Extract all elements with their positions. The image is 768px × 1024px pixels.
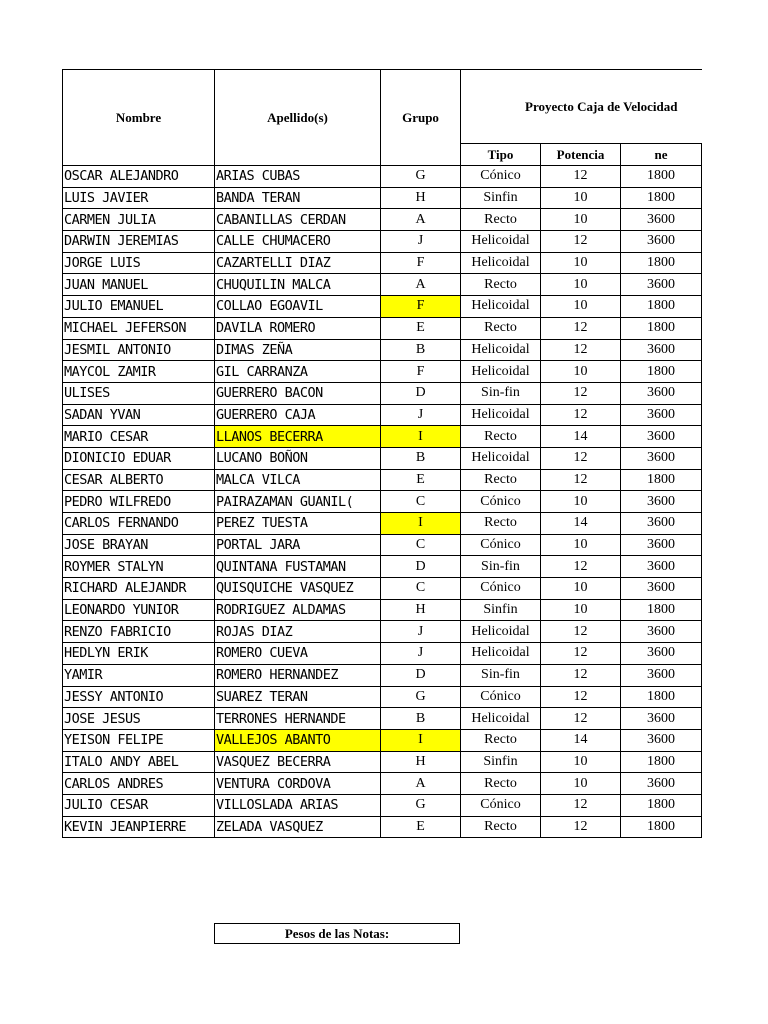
cell-ne[interactable]: 3600	[621, 621, 702, 643]
table-row	[63, 491, 702, 513]
cell-apellidos[interactable]: ROMERO CUEVA	[215, 643, 381, 665]
cell-ne[interactable]: 3600	[621, 556, 702, 578]
table-body	[63, 166, 702, 838]
table-row	[63, 187, 702, 209]
cell-grupo[interactable]: B	[381, 339, 461, 361]
table-row	[63, 296, 702, 318]
cell-ne[interactable]: 3600	[621, 231, 702, 253]
table-row	[63, 513, 702, 535]
cell-grupo[interactable]: F	[381, 296, 461, 318]
header-potencia[interactable]: Potencia	[541, 144, 621, 166]
cell-tipo[interactable]: Sinfin	[461, 187, 541, 209]
cell-grupo[interactable]: H	[381, 599, 461, 621]
header-grupo[interactable]: Grupo	[381, 70, 461, 166]
cell-tipo[interactable]: Sin-fin	[461, 664, 541, 686]
table-row	[63, 534, 702, 556]
table-row	[63, 664, 702, 686]
cell-grupo[interactable]: H	[381, 751, 461, 773]
cell-grupo[interactable]: F	[381, 252, 461, 274]
cell-ne[interactable]: 3600	[621, 491, 702, 513]
cell-ne[interactable]: 3600	[621, 274, 702, 296]
cell-ne[interactable]: 1800	[621, 252, 702, 274]
cell-apellidos[interactable]: LUCANO BOÑON	[215, 447, 381, 469]
table-row	[63, 209, 702, 231]
cell-grupo[interactable]: A	[381, 274, 461, 296]
cell-tipo[interactable]: Sinfin	[461, 599, 541, 621]
header-ne[interactable]: ne	[621, 144, 702, 166]
cell-grupo[interactable]: J	[381, 621, 461, 643]
cell-potencia[interactable]: 10	[541, 187, 621, 209]
cell-apellidos[interactable]: QUINTANA FUSTAMAN	[215, 556, 381, 578]
cell-tipo[interactable]: Cónico	[461, 491, 541, 513]
cell-apellidos[interactable]: GUERRERO BACON	[215, 382, 381, 404]
cell-apellidos[interactable]: RODRIGUEZ ALDAMAS	[215, 599, 381, 621]
table-row	[63, 382, 702, 404]
cell-ne[interactable]: 1800	[621, 599, 702, 621]
cell-ne[interactable]: 3600	[621, 578, 702, 600]
cell-tipo[interactable]: Recto	[461, 426, 541, 448]
cell-nombre[interactable]: ROYMER STALYN	[63, 556, 215, 578]
table-row	[63, 773, 702, 795]
cell-grupo[interactable]: H	[381, 187, 461, 209]
table-row	[63, 556, 702, 578]
cell-nombre[interactable]: DIONICIO EDUAR	[63, 447, 215, 469]
cell-apellidos[interactable]: TERRONES HERNANDE	[215, 708, 381, 730]
cell-potencia[interactable]: 14	[541, 426, 621, 448]
cell-potencia[interactable]: 12	[541, 317, 621, 339]
cell-apellidos[interactable]: PEREZ TUESTA	[215, 513, 381, 535]
cell-apellidos[interactable]: MALCA VILCA	[215, 469, 381, 491]
cell-grupo[interactable]: C	[381, 578, 461, 600]
cell-tipo[interactable]: Helicoidal	[461, 447, 541, 469]
table-row	[63, 621, 702, 643]
cell-nombre[interactable]: JULIO CESAR	[63, 794, 215, 816]
table-row	[63, 816, 702, 838]
cell-nombre[interactable]: JORGE LUIS	[63, 252, 215, 274]
cell-grupo[interactable]: G	[381, 686, 461, 708]
cell-tipo[interactable]: Helicoidal	[461, 404, 541, 426]
cell-potencia[interactable]: 10	[541, 361, 621, 383]
cell-nombre[interactable]: JESMIL ANTONIO	[63, 339, 215, 361]
cell-potencia[interactable]: 12	[541, 816, 621, 838]
cell-nombre[interactable]: MAYCOL ZAMIR	[63, 361, 215, 383]
cell-ne[interactable]: 1800	[621, 361, 702, 383]
cell-apellidos[interactable]: CABANILLAS CERDAN	[215, 209, 381, 231]
cell-grupo[interactable]: I	[381, 729, 461, 751]
cell-nombre[interactable]: SADAN YVAN	[63, 404, 215, 426]
cell-apellidos[interactable]: VASQUEZ BECERRA	[215, 751, 381, 773]
cell-grupo[interactable]: C	[381, 534, 461, 556]
cell-potencia[interactable]: 12	[541, 382, 621, 404]
cell-ne[interactable]: 3600	[621, 773, 702, 795]
cell-nombre[interactable]: LEONARDO YUNIOR	[63, 599, 215, 621]
cell-tipo[interactable]: Helicoidal	[461, 296, 541, 318]
cell-apellidos[interactable]: PORTAL JARA	[215, 534, 381, 556]
cell-grupo[interactable]: B	[381, 708, 461, 730]
cell-potencia[interactable]: 10	[541, 491, 621, 513]
cell-ne[interactable]: 3600	[621, 708, 702, 730]
cell-ne[interactable]: 1800	[621, 816, 702, 838]
cell-nombre[interactable]: JUAN MANUEL	[63, 274, 215, 296]
cell-potencia[interactable]: 12	[541, 404, 621, 426]
cell-grupo[interactable]: A	[381, 773, 461, 795]
cell-potencia[interactable]: 12	[541, 643, 621, 665]
cell-ne[interactable]: 1800	[621, 317, 702, 339]
cell-ne[interactable]: 1800	[621, 166, 702, 188]
cell-apellidos[interactable]: VENTURA CORDOVA	[215, 773, 381, 795]
table-row	[63, 426, 702, 448]
cell-apellidos[interactable]: CHUQUILIN MALCA	[215, 274, 381, 296]
cell-tipo[interactable]: Sinfin	[461, 751, 541, 773]
cell-grupo[interactable]: E	[381, 816, 461, 838]
cell-tipo[interactable]: Cónico	[461, 686, 541, 708]
table-row	[63, 447, 702, 469]
cell-tipo[interactable]: Cónico	[461, 794, 541, 816]
cell-nombre[interactable]: ULISES	[63, 382, 215, 404]
cell-nombre[interactable]: JOSE JESUS	[63, 708, 215, 730]
cell-nombre[interactable]: JULIO EMANUEL	[63, 296, 215, 318]
cell-apellidos[interactable]: COLLAO EGOAVIL	[215, 296, 381, 318]
cell-potencia[interactable]: 10	[541, 534, 621, 556]
cell-potencia[interactable]: 14	[541, 513, 621, 535]
table-row	[63, 578, 702, 600]
cell-ne[interactable]: 3600	[621, 643, 702, 665]
table-row	[63, 166, 702, 188]
cell-nombre[interactable]: ITALO ANDY ABEL	[63, 751, 215, 773]
cell-nombre[interactable]: MARIO CESAR	[63, 426, 215, 448]
cell-potencia[interactable]: 12	[541, 708, 621, 730]
cell-grupo[interactable]: I	[381, 513, 461, 535]
cell-nombre[interactable]: YEISON FELIPE	[63, 729, 215, 751]
cell-grupo[interactable]: F	[381, 361, 461, 383]
cell-tipo[interactable]: Helicoidal	[461, 708, 541, 730]
cell-nombre[interactable]: HEDLYN ERIK	[63, 643, 215, 665]
cell-grupo[interactable]: B	[381, 447, 461, 469]
cell-apellidos[interactable]: ZELADA VASQUEZ	[215, 816, 381, 838]
cell-potencia[interactable]: 12	[541, 447, 621, 469]
cell-grupo[interactable]: D	[381, 664, 461, 686]
cell-potencia[interactable]: 12	[541, 231, 621, 253]
cell-apellidos[interactable]: ROJAS DIAZ	[215, 621, 381, 643]
cell-apellidos[interactable]: SUAREZ TERAN	[215, 686, 381, 708]
cell-grupo[interactable]: J	[381, 404, 461, 426]
cell-nombre[interactable]: JESSY ANTONIO	[63, 686, 215, 708]
cell-tipo[interactable]: Cónico	[461, 166, 541, 188]
table-row	[63, 751, 702, 773]
cell-apellidos[interactable]: DAVILA ROMERO	[215, 317, 381, 339]
cell-grupo[interactable]: D	[381, 382, 461, 404]
table-row	[63, 708, 702, 730]
cell-nombre[interactable]: DARWIN JEREMIAS	[63, 231, 215, 253]
cell-nombre[interactable]: OSCAR ALEJANDRO	[63, 166, 215, 188]
cell-ne[interactable]: 3600	[621, 404, 702, 426]
table-row	[63, 404, 702, 426]
cell-potencia[interactable]: 12	[541, 794, 621, 816]
cell-nombre[interactable]: RICHARD ALEJANDR	[63, 578, 215, 600]
cell-ne[interactable]: 1800	[621, 686, 702, 708]
cell-potencia[interactable]: 12	[541, 469, 621, 491]
cell-ne[interactable]: 1800	[621, 187, 702, 209]
header-proyecto-caja[interactable]: Proyecto Caja de Velocidad	[461, 70, 702, 144]
cell-ne[interactable]: 1800	[621, 794, 702, 816]
cell-tipo[interactable]: Cónico	[461, 578, 541, 600]
table-row	[63, 339, 702, 361]
cell-tipo[interactable]: Helicoidal	[461, 621, 541, 643]
cell-nombre[interactable]: JOSE BRAYAN	[63, 534, 215, 556]
cell-tipo[interactable]: Helicoidal	[461, 252, 541, 274]
header-nombre[interactable]: Nombre	[63, 70, 215, 166]
table-row	[63, 231, 702, 253]
cell-ne[interactable]: 3600	[621, 447, 702, 469]
header-apellidos[interactable]: Apellido(s)	[215, 70, 381, 166]
cell-apellidos[interactable]: CAZARTELLI DIAZ	[215, 252, 381, 274]
cell-potencia[interactable]: 12	[541, 664, 621, 686]
cell-tipo[interactable]: Helicoidal	[461, 231, 541, 253]
cell-apellidos[interactable]: GIL CARRANZA	[215, 361, 381, 383]
table-row	[63, 469, 702, 491]
cell-potencia[interactable]: 10	[541, 599, 621, 621]
cell-tipo[interactable]: Sin-fin	[461, 556, 541, 578]
cell-ne[interactable]: 3600	[621, 729, 702, 751]
cell-tipo[interactable]: Sin-fin	[461, 382, 541, 404]
cell-grupo[interactable]: C	[381, 491, 461, 513]
cell-apellidos[interactable]: ARIAS CUBAS	[215, 166, 381, 188]
cell-tipo[interactable]: Recto	[461, 729, 541, 751]
cell-ne[interactable]: 3600	[621, 513, 702, 535]
cell-apellidos[interactable]: DIMAS ZEÑA	[215, 339, 381, 361]
cell-ne[interactable]: 3600	[621, 534, 702, 556]
pesos-de-las-notas-cell[interactable]: Pesos de las Notas:	[214, 923, 460, 944]
cell-ne[interactable]: 3600	[621, 426, 702, 448]
cell-nombre[interactable]: KEVIN JEANPIERRE	[63, 816, 215, 838]
cell-potencia[interactable]: 10	[541, 751, 621, 773]
cell-apellidos[interactable]: CALLE CHUMACERO	[215, 231, 381, 253]
cell-potencia[interactable]: 10	[541, 296, 621, 318]
table-row	[63, 361, 702, 383]
cell-apellidos[interactable]: PAIRAZAMAN GUANIL(	[215, 491, 381, 513]
table-row	[63, 252, 702, 274]
cell-nombre[interactable]: LUIS JAVIER	[63, 187, 215, 209]
table-row	[63, 686, 702, 708]
cell-tipo[interactable]: Recto	[461, 513, 541, 535]
cell-nombre[interactable]: YAMIR	[63, 664, 215, 686]
cell-apellidos[interactable]: BANDA TERAN	[215, 187, 381, 209]
cell-tipo[interactable]: Recto	[461, 773, 541, 795]
table-row	[63, 643, 702, 665]
cell-tipo[interactable]: Recto	[461, 274, 541, 296]
cell-ne[interactable]: 3600	[621, 209, 702, 231]
cell-nombre[interactable]: RENZO FABRICIO	[63, 621, 215, 643]
cell-nombre[interactable]: CESAR ALBERTO	[63, 469, 215, 491]
table-row	[63, 599, 702, 621]
cell-tipo[interactable]: Recto	[461, 317, 541, 339]
cell-potencia[interactable]: 10	[541, 252, 621, 274]
cell-potencia[interactable]: 12	[541, 339, 621, 361]
cell-tipo[interactable]: Cónico	[461, 534, 541, 556]
cell-grupo[interactable]: D	[381, 556, 461, 578]
students-table	[62, 69, 702, 838]
table-row	[63, 274, 702, 296]
cell-tipo[interactable]: Recto	[461, 816, 541, 838]
cell-apellidos[interactable]: QUISQUICHE VASQUEZ	[215, 578, 381, 600]
cell-grupo[interactable]: A	[381, 209, 461, 231]
cell-nombre[interactable]: MICHAEL JEFERSON	[63, 317, 215, 339]
cell-apellidos[interactable]: VILLOSLADA ARIAS	[215, 794, 381, 816]
cell-grupo[interactable]: E	[381, 317, 461, 339]
cell-ne[interactable]: 3600	[621, 382, 702, 404]
cell-apellidos[interactable]: VALLEJOS ABANTO	[215, 729, 381, 751]
cell-grupo[interactable]: J	[381, 643, 461, 665]
header-tipo[interactable]: Tipo	[461, 144, 541, 166]
table-row	[63, 317, 702, 339]
cell-potencia[interactable]: 10	[541, 773, 621, 795]
cell-tipo[interactable]: Helicoidal	[461, 339, 541, 361]
cell-nombre[interactable]: CARLOS FERNANDO	[63, 513, 215, 535]
cell-potencia[interactable]: 10	[541, 274, 621, 296]
cell-potencia[interactable]: 12	[541, 686, 621, 708]
cell-ne[interactable]: 1800	[621, 751, 702, 773]
cell-tipo[interactable]: Helicoidal	[461, 643, 541, 665]
cell-potencia[interactable]: 14	[541, 729, 621, 751]
cell-nombre[interactable]: PEDRO WILFREDO	[63, 491, 215, 513]
cell-potencia[interactable]: 12	[541, 166, 621, 188]
cell-ne[interactable]: 3600	[621, 339, 702, 361]
cell-potencia[interactable]: 10	[541, 578, 621, 600]
cell-grupo[interactable]: G	[381, 794, 461, 816]
cell-grupo[interactable]: G	[381, 166, 461, 188]
cell-grupo[interactable]: I	[381, 426, 461, 448]
table-row	[63, 729, 702, 751]
cell-ne[interactable]: 1800	[621, 296, 702, 318]
cell-ne[interactable]: 3600	[621, 664, 702, 686]
cell-tipo[interactable]: Helicoidal	[461, 361, 541, 383]
cell-potencia[interactable]: 12	[541, 621, 621, 643]
cell-grupo[interactable]: E	[381, 469, 461, 491]
cell-grupo[interactable]: J	[381, 231, 461, 253]
cell-apellidos[interactable]: LLANOS BECERRA	[215, 426, 381, 448]
cell-ne[interactable]: 1800	[621, 469, 702, 491]
cell-nombre[interactable]: CARLOS ANDRES	[63, 773, 215, 795]
cell-nombre[interactable]: CARMEN JULIA	[63, 209, 215, 231]
cell-potencia[interactable]: 10	[541, 209, 621, 231]
cell-apellidos[interactable]: ROMERO HERNANDEZ	[215, 664, 381, 686]
table-row	[63, 794, 702, 816]
cell-tipo[interactable]: Recto	[461, 469, 541, 491]
cell-tipo[interactable]: Recto	[461, 209, 541, 231]
cell-apellidos[interactable]: GUERRERO CAJA	[215, 404, 381, 426]
cell-potencia[interactable]: 12	[541, 556, 621, 578]
